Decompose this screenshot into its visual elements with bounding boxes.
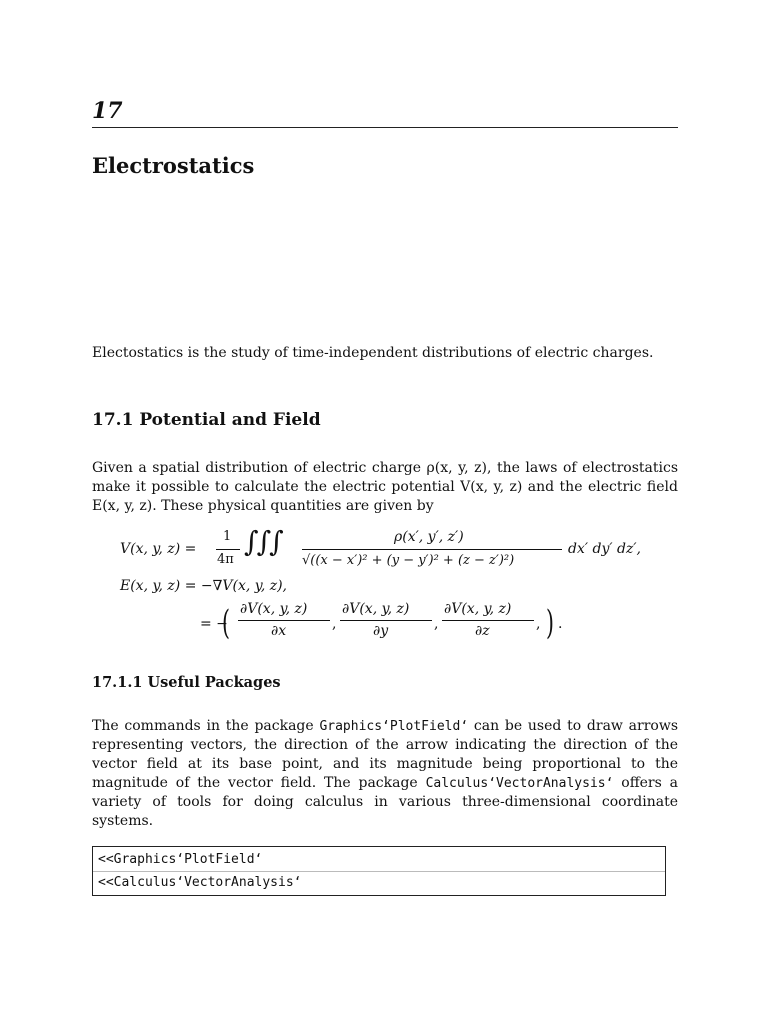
chapter-title: Electrostatics — [92, 153, 255, 178]
section-paragraph — [92, 459, 678, 516]
section-paragraph-text: Given a spatial distribution of electric charge ρ(x, y, z), the laws of electrostatics make it possible to calculate the electric potential V(x, y, z) and the electric field E(x, y, z). These physical quantities are given by — [92, 460, 678, 514]
subsection-text-2: can be used to draw arrows representing vectors, the direction of the arrow indicating the direction of the vector field at its base point, and its magnitude being proportional to the magnitude of the vector field. The package — [92, 718, 678, 791]
eq3-denominator-2: ∂y — [373, 623, 389, 639]
eq3-comma-1: , — [332, 616, 337, 632]
package-name-vectoranalysis: Calculus‘VectorAnalysis‘ — [425, 776, 614, 791]
eq2-line: E(x, y, z) = −∇V(x, y, z), — [120, 578, 288, 594]
intro-paragraph: Electostatics is the study of time-independent distributions of electric charges. — [92, 345, 654, 361]
chapter-number: 17 — [92, 98, 123, 124]
code-line-2[interactable]: <<Calculus‘VectorAnalysis‘ — [98, 875, 302, 890]
package-name-plotfield: Graphics‘PlotField‘ — [319, 719, 469, 734]
eq1-coef-num: 1 — [223, 529, 232, 544]
eq1-denominator: √((x − x′)² + (y − y′)² + (z − z′)²) — [302, 553, 515, 568]
subsection-paragraph — [92, 717, 678, 831]
equation-block — [92, 525, 678, 655]
eq1-differentials: dx′ dy′ dz′, — [568, 541, 641, 557]
eq3-numerator-2: ∂V(x, y, z) — [342, 601, 410, 617]
eq3-denominator-3: ∂z — [475, 623, 490, 639]
eq3-left-paren: ( — [222, 603, 230, 643]
eq1-coef-den: 4π — [217, 552, 234, 567]
code-line-separator — [93, 871, 665, 872]
eq1-integral-signs: ∫∫∫ — [244, 525, 282, 558]
eq3-numerator-1: ∂V(x, y, z) — [240, 601, 308, 617]
eq3-comma-2: , — [434, 616, 439, 632]
eq3-equals: = − — [200, 616, 228, 632]
subsection-paragraph-text — [92, 717, 678, 831]
section-heading: 17.1 Potential and Field — [92, 410, 321, 430]
code-input-cell[interactable] — [92, 846, 666, 896]
chapter-rule — [92, 127, 678, 128]
eq3-denominator-1: ∂x — [271, 623, 287, 639]
eq1-lhs: V(x, y, z) = — [120, 541, 197, 557]
eq3-fraction-bar-3 — [442, 620, 534, 621]
eq1-fraction-bar — [302, 549, 562, 550]
eq3-comma-3: , — [536, 616, 541, 632]
eq3-period: . — [558, 616, 563, 632]
eq3-fraction-bar-1 — [238, 620, 330, 621]
eq3-right-paren: ) — [546, 603, 554, 643]
subsection-text-3: offers a variety of tools for doing calculus in various three-dimensional coordinate systems. — [92, 775, 678, 829]
eq1-numerator: ρ(x′, y′, z′) — [394, 529, 464, 545]
subsection-heading: 17.1.1 Useful Packages — [92, 674, 281, 691]
code-line-1[interactable]: <<Graphics‘PlotField‘ — [98, 852, 263, 867]
eq3-fraction-bar-2 — [340, 620, 432, 621]
subsection-text-1: The commands in the package — [92, 718, 320, 734]
eq1-coef-fraction-bar — [216, 549, 240, 550]
eq3-numerator-3: ∂V(x, y, z) — [444, 601, 512, 617]
